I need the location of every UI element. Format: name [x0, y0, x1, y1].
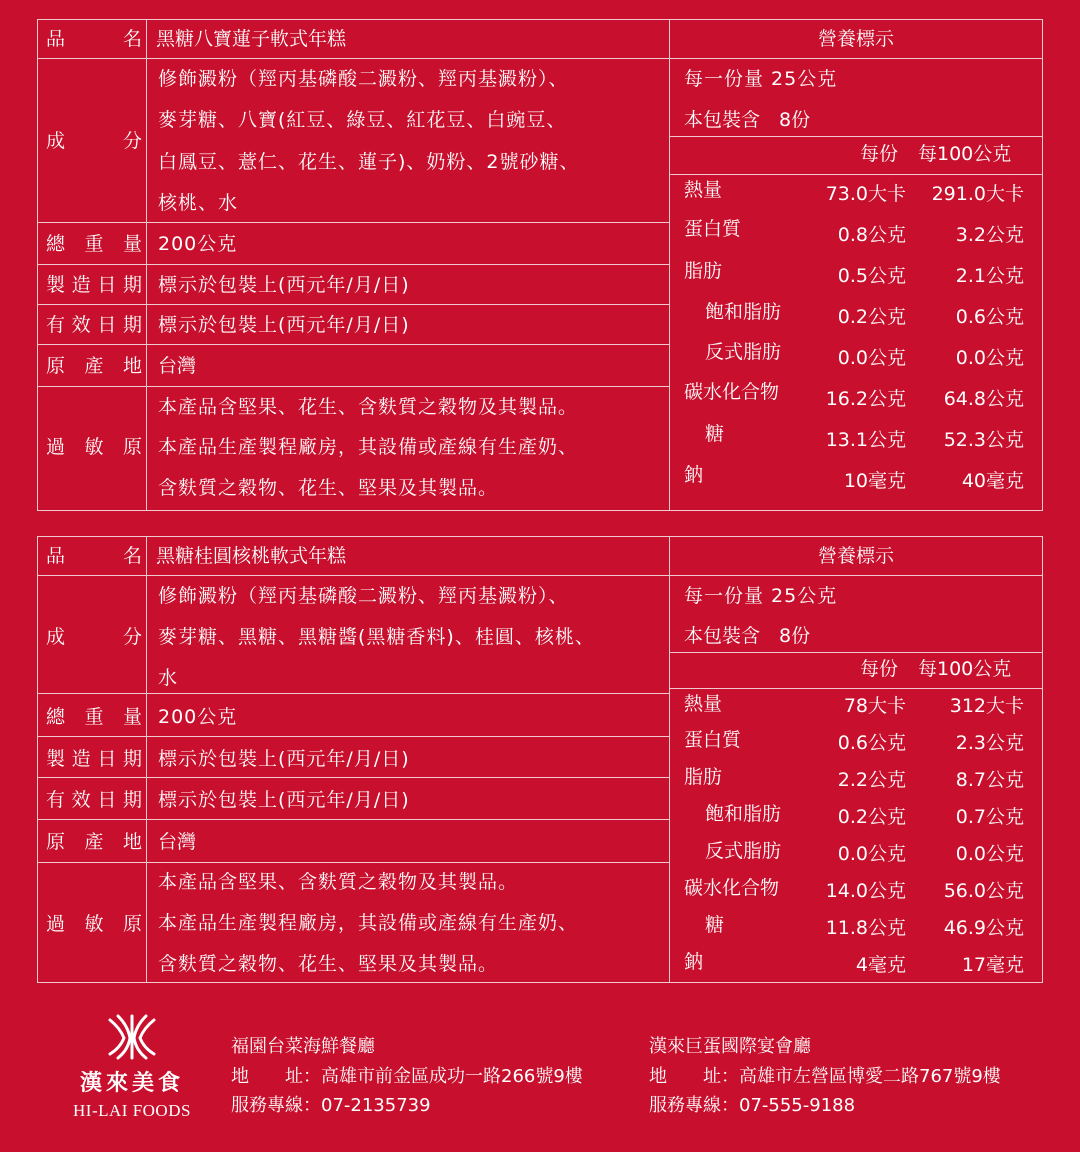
- nutrient-name: 熱量: [684, 693, 723, 715]
- mfg-value: 標示於包裝上(西元年/月/日): [158, 748, 410, 770]
- allergen-line: 本產品生產製程廠房，其設備或產線有生產奶、: [158, 912, 579, 934]
- ingredients-line: 麥芽糖、八寶(紅豆、綠豆、紅花豆、白豌豆、: [158, 109, 567, 131]
- weight-value: 200公克: [158, 706, 238, 728]
- product-table-2: [37, 536, 1043, 983]
- weight-label: 總 重 量: [46, 233, 142, 255]
- nutrient-per-100g: 0.7公克: [955, 806, 1024, 828]
- nutrient-name: 脂肪: [684, 766, 723, 788]
- ingredients-label: 成 分: [46, 130, 142, 152]
- nutrient-per-100g: 3.2公克: [955, 224, 1024, 246]
- nutrient-name: 反式脂肪: [705, 341, 782, 363]
- weight-label: 總 重 量: [46, 706, 142, 728]
- exp-label: 有效日期: [46, 789, 142, 811]
- nutrient-per-serving: 0.0公克: [837, 843, 906, 865]
- nutrient-per-100g: 0.6公克: [955, 306, 1024, 328]
- nutrient-per-serving: 16.2公克: [825, 388, 906, 410]
- brand-name-cn: 漢來美食: [79, 1070, 184, 1096]
- nutrient-per-100g: 64.8公克: [943, 388, 1024, 410]
- allergen-label: 過 敏 原: [46, 913, 142, 935]
- allergen-label: 過 敏 原: [46, 436, 142, 458]
- product-name: 黑糖桂圓核桃軟式年糕: [156, 545, 347, 567]
- nutrient-per-serving: 4毫克: [855, 954, 906, 976]
- ingredients-line: 白鳳豆、薏仁、花生、蓮子)、奶粉、2號砂糖、: [158, 151, 580, 173]
- nutrient-name: 鈉: [684, 464, 704, 486]
- nutrient-name: 脂肪: [684, 260, 723, 282]
- nutrient-per-100g: 0.0公克: [955, 843, 1024, 865]
- product-table-1: [37, 19, 1043, 511]
- hilai-logo-icon: [104, 1012, 160, 1060]
- nutrient-name: 糖: [705, 423, 725, 445]
- col-per-serving: 每份: [860, 658, 899, 680]
- restaurant-address: 地 址：高雄市前金區成功一路266號9樓: [231, 1066, 583, 1087]
- nutrient-per-serving: 0.2公克: [837, 306, 906, 328]
- nutrient-name: 碳水化合物: [684, 381, 780, 403]
- allergen-line: 本產品含堅果、含麩質之穀物及其製品。: [158, 871, 519, 893]
- nutrient-per-serving: 0.5公克: [837, 265, 906, 287]
- origin-value: 台灣: [158, 831, 197, 853]
- servings-per-pack: 本包裝含 8份: [684, 109, 811, 131]
- ingredients-line: 麥芽糖、黑糖、黑糖醬(黑糖香料)、桂圓、核桃、: [158, 626, 595, 648]
- nutrition-title: 營養標示: [817, 28, 894, 50]
- nutrient-per-serving: 10毫克: [843, 470, 906, 492]
- serving-size: 每一份量 25公克: [684, 585, 838, 607]
- serving-size: 每一份量 25公克: [684, 68, 838, 90]
- origin-label: 原 產 地: [46, 355, 142, 377]
- col-per-100g: 每100公克: [918, 143, 1012, 165]
- brand-name-en: HI-LAI FOODS: [73, 1101, 191, 1120]
- nutrient-per-serving: 78大卡: [843, 695, 906, 717]
- nutrient-per-serving: 0.0公克: [837, 347, 906, 369]
- col-per-serving: 每份: [860, 143, 899, 165]
- nutrient-per-serving: 0.2公克: [837, 806, 906, 828]
- allergen-line: 本產品生產製程廠房，其設備或產線有生產奶、: [158, 436, 579, 458]
- origin-value: 台灣: [158, 355, 197, 377]
- nutrient-name: 鈉: [684, 951, 704, 973]
- nutrient-per-100g: 2.1公克: [955, 265, 1024, 287]
- exp-value: 標示於包裝上(西元年/月/日): [158, 314, 410, 336]
- nutrient-name: 碳水化合物: [684, 877, 780, 899]
- nutrient-per-100g: 52.3公克: [943, 429, 1024, 451]
- nutrient-per-serving: 0.8公克: [837, 224, 906, 246]
- servings-per-pack: 本包裝含 8份: [684, 625, 811, 647]
- allergen-line: 本產品含堅果、花生、含麩質之穀物及其製品。: [158, 396, 579, 418]
- nutrient-name: 蛋白質: [684, 218, 742, 240]
- mfg-label: 製造日期: [46, 748, 142, 770]
- nutrient-per-serving: 13.1公克: [825, 429, 906, 451]
- nutrient-per-100g: 312大卡: [949, 695, 1024, 717]
- nutrient-per-100g: 291.0大卡: [931, 183, 1024, 205]
- product-name: 黑糖八寶蓮子軟式年糕: [156, 28, 347, 50]
- nutrient-per-100g: 56.0公克: [943, 880, 1024, 902]
- nutrient-per-serving: 14.0公克: [825, 880, 906, 902]
- mfg-label: 製造日期: [46, 274, 142, 296]
- nutrient-name: 飽和脂肪: [705, 803, 782, 825]
- nutrient-per-100g: 8.7公克: [955, 769, 1024, 791]
- nutrient-name: 飽和脂肪: [705, 301, 782, 323]
- name-label: 品 名: [46, 28, 142, 50]
- footer: [0, 1012, 1080, 1142]
- nutrient-per-100g: 46.9公克: [943, 917, 1024, 939]
- nutrient-per-100g: 17毫克: [961, 954, 1024, 976]
- allergen-line: 含麩質之穀物、花生、堅果及其製品。: [158, 953, 499, 975]
- restaurant-phone: 服務專線：07-555-9188: [649, 1095, 856, 1116]
- nutrient-per-100g: 2.3公克: [955, 732, 1024, 754]
- exp-value: 標示於包裝上(西元年/月/日): [158, 789, 410, 811]
- nutrient-per-100g: 40毫克: [961, 470, 1024, 492]
- nutrient-per-serving: 73.0大卡: [825, 183, 906, 205]
- allergen-line: 含麩質之穀物、花生、堅果及其製品。: [158, 477, 499, 499]
- ingredients-line: 修飾澱粉（羥丙基磷酸二澱粉、羥丙基澱粉）、: [158, 68, 569, 90]
- ingredients-label: 成 分: [46, 626, 142, 648]
- ingredients-line: 修飾澱粉（羥丙基磷酸二澱粉、羥丙基澱粉）、: [158, 585, 569, 607]
- ingredients-line: 核桃、水: [158, 192, 239, 214]
- restaurant-phone: 服務專線：07-2135739: [231, 1095, 431, 1116]
- weight-value: 200公克: [158, 233, 238, 255]
- nutrient-per-serving: 2.2公克: [837, 769, 906, 791]
- nutrient-name: 蛋白質: [684, 729, 742, 751]
- mfg-value: 標示於包裝上(西元年/月/日): [158, 274, 410, 296]
- restaurant-name: 漢來巨蛋國際宴會廳: [649, 1036, 811, 1057]
- nutrient-name: 反式脂肪: [705, 840, 782, 862]
- ingredients-line: 水: [158, 667, 179, 689]
- restaurant-address: 地 址：高雄市左營區博愛二路767號9樓: [649, 1066, 1001, 1087]
- nutrition-title: 營養標示: [817, 545, 894, 567]
- exp-label: 有效日期: [46, 314, 142, 336]
- nutrient-per-serving: 0.6公克: [837, 732, 906, 754]
- nutrient-name: 糖: [705, 914, 725, 936]
- nutrient-per-serving: 11.8公克: [825, 917, 906, 939]
- origin-label: 原 產 地: [46, 831, 142, 853]
- col-per-100g: 每100公克: [918, 658, 1012, 680]
- name-label: 品 名: [46, 545, 142, 567]
- nutrient-per-100g: 0.0公克: [955, 347, 1024, 369]
- nutrient-name: 熱量: [684, 179, 723, 201]
- restaurant-name: 福園台菜海鮮餐廳: [231, 1036, 375, 1057]
